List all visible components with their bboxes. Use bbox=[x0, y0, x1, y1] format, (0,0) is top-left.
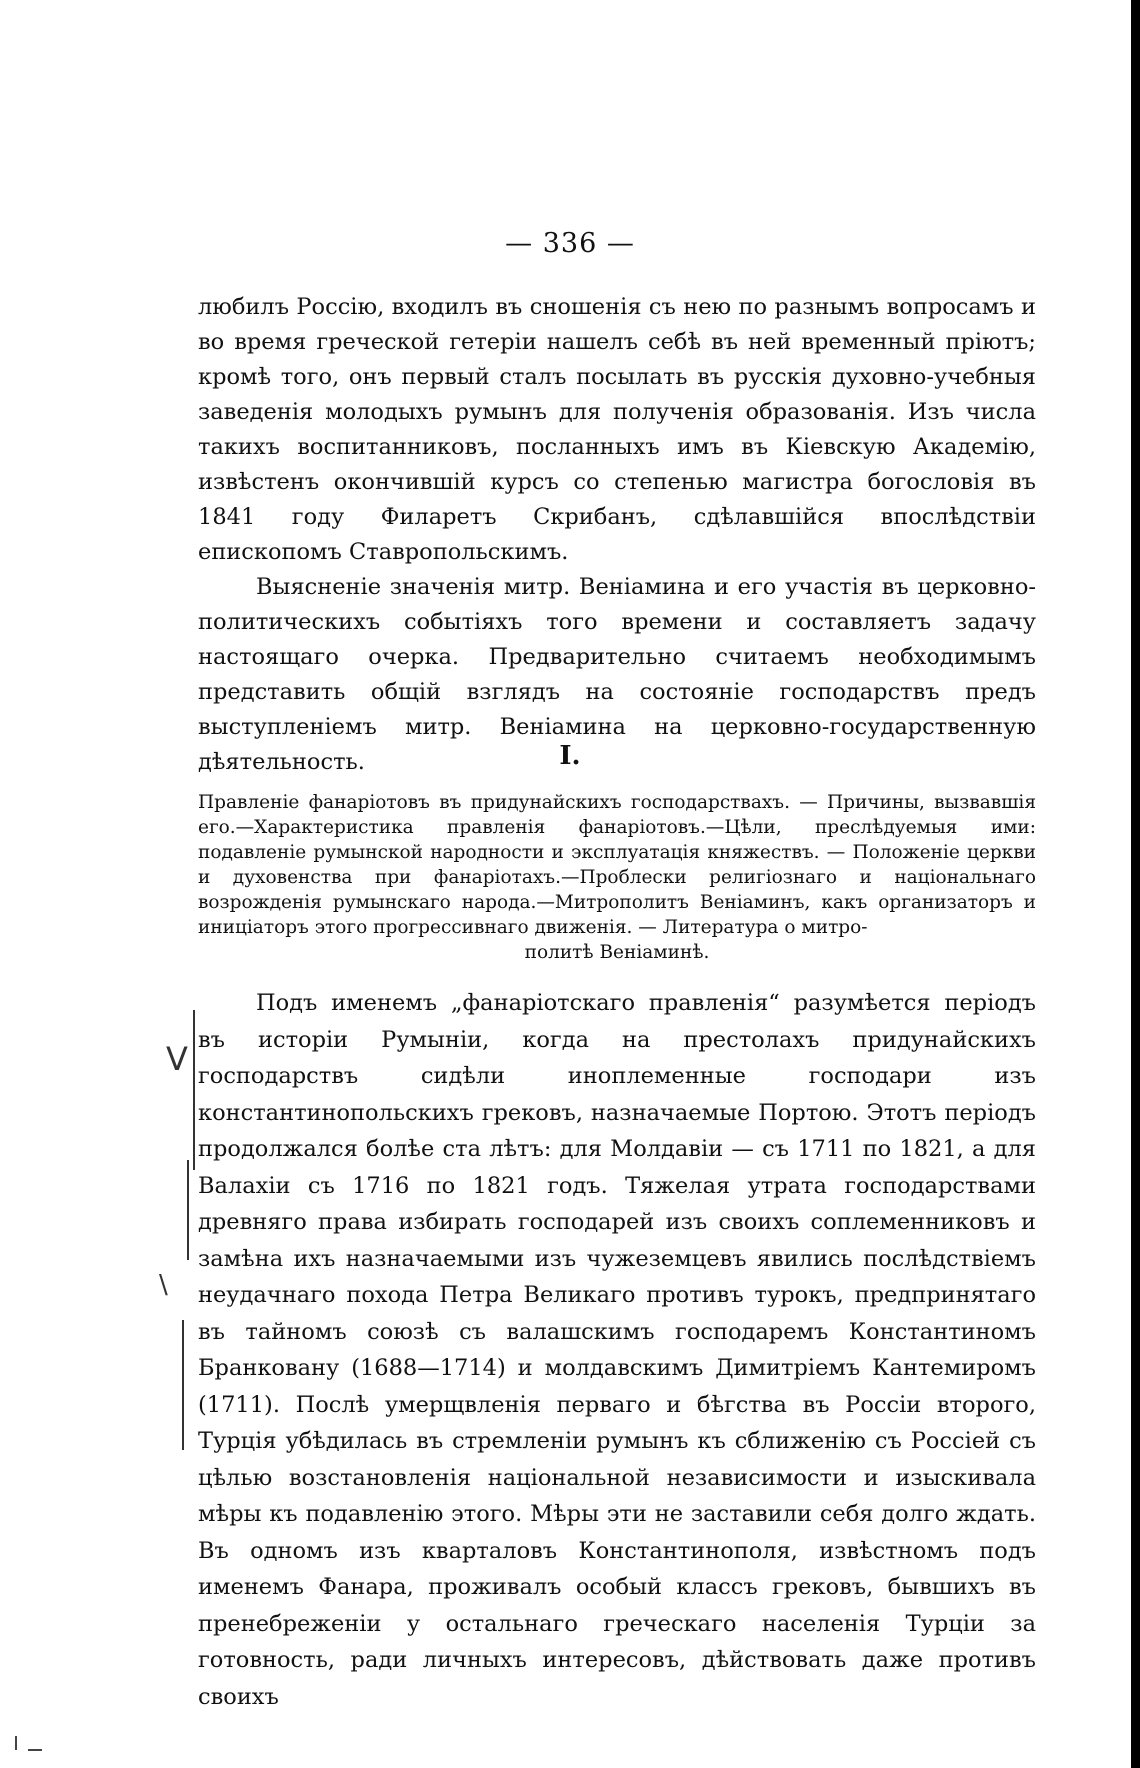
section-summary-text: Правленіе фанаріотовъ въ придунайскихъ господарствахъ. — Причины, вызвавшія его.—Характеристика правленія фанаріотовъ.—Цѣли, преслѣдуемыя ими: подавленіе румынской народности и эксплуатація княжествъ. — Положеніе церкви и духовенства при фанаріотахъ.—Проблески религіознаго и національнаго возрожденія румынскаго народа.—Митрополитъ Веніаминъ, какъ организаторъ и иниціаторъ этого прогрессивнаго движенія. — Литература о митро- bbox=[198, 792, 1036, 938]
main-paragraph-1: Подъ именемъ „фанаріотскаго правленія“ разумѣется періодъ въ исторіи Румыніи, когда на престолахъ придунайскихъ господарствъ сидѣли иноплеменные господари изъ константинопольскихъ грековъ, назначаемые Портою. Этотъ періодъ продолжался болѣе ста лѣтъ: для Молдавіи — съ 1711 по 1821, а для Валахіи съ 1716 по 1821 годъ. Тяжелая утрата господарствами древняго права избирать господарей изъ своихъ соплеменниковъ и замѣна ихъ назначаемыми изъ чужеземцевъ явились послѣдствіемъ неудачнаго похода Петра Великаго противъ турокъ, предпринятаго въ тайномъ союзѣ съ валашскимъ господаремъ Константиномъ Бранковану (1688—1714) и молдавскимъ Димитріемъ Кантемиромъ (1711). Послѣ умерщвленія перваго и бѣгства въ Россіи второго, Турція убѣдилась въ стремленіи румынъ къ сближенію съ Россіей съ цѣлью возстановленія національной независимости и изыскивала мѣры къ подавленію этого. Мѣры эти не заставили себя долго ждать. Въ одномъ изъ кварталовъ Константинополя, извѣстномъ подъ именемъ Фанара, проживалъ особый классъ грековъ, бывшихъ въ пренебреженіи у остальнаго греческаго населенія Турціи за готовность, ради личныхъ интересовъ, дѣйствовать даже противъ своихъ bbox=[198, 990, 1036, 1710]
page-number: — 336 — bbox=[505, 228, 635, 259]
margin-check-mark-1: V bbox=[166, 1040, 188, 1078]
margin-line-1 bbox=[193, 1010, 195, 1170]
section-numeral: I. bbox=[559, 741, 581, 771]
margin-line-3 bbox=[182, 1320, 184, 1450]
margin-check-mark-2: \ bbox=[159, 1270, 168, 1300]
intro-paragraph-2: Выясненіе значенія митр. Веніамина и его участія въ церковно-политическихъ событіяхъ того времени и составляетъ задачу настоящаго очерка. Предварительно считаемъ необходимымъ представить общій взглядъ на состояніе господарствъ предъ выступленіемъ митр. Веніамина на церковно-государственную дѣятельность. bbox=[198, 574, 1036, 775]
corner-mark bbox=[14, 1734, 44, 1752]
scan-edge bbox=[1131, 0, 1140, 1768]
section-summary-last-line: политѣ Веніаминѣ. bbox=[524, 942, 710, 963]
section-summary bbox=[198, 790, 1036, 965]
main-text bbox=[198, 985, 1036, 1715]
intro-text bbox=[198, 290, 1036, 780]
intro-paragraph-1: любилъ Россію, входилъ въ сношенія съ нею по разнымъ вопросамъ и во время греческой гетеріи нашелъ себѣ въ ней временный пріютъ; кромѣ того, онъ первый сталъ посылать въ русскія духовно-учебныя заведенія молодыхъ румынъ для полученія образованія. Изъ числа такихъ воспитанниковъ, посланныхъ имъ въ Кіевскую Академію, извѣстенъ окончившій курсъ со степенью магистра богословія въ 1841 году Филаретъ Скрибанъ, сдѣлавшійся впослѣдствіи епископомъ Ставропольскимъ. bbox=[198, 294, 1036, 565]
margin-line-2 bbox=[187, 1160, 189, 1260]
